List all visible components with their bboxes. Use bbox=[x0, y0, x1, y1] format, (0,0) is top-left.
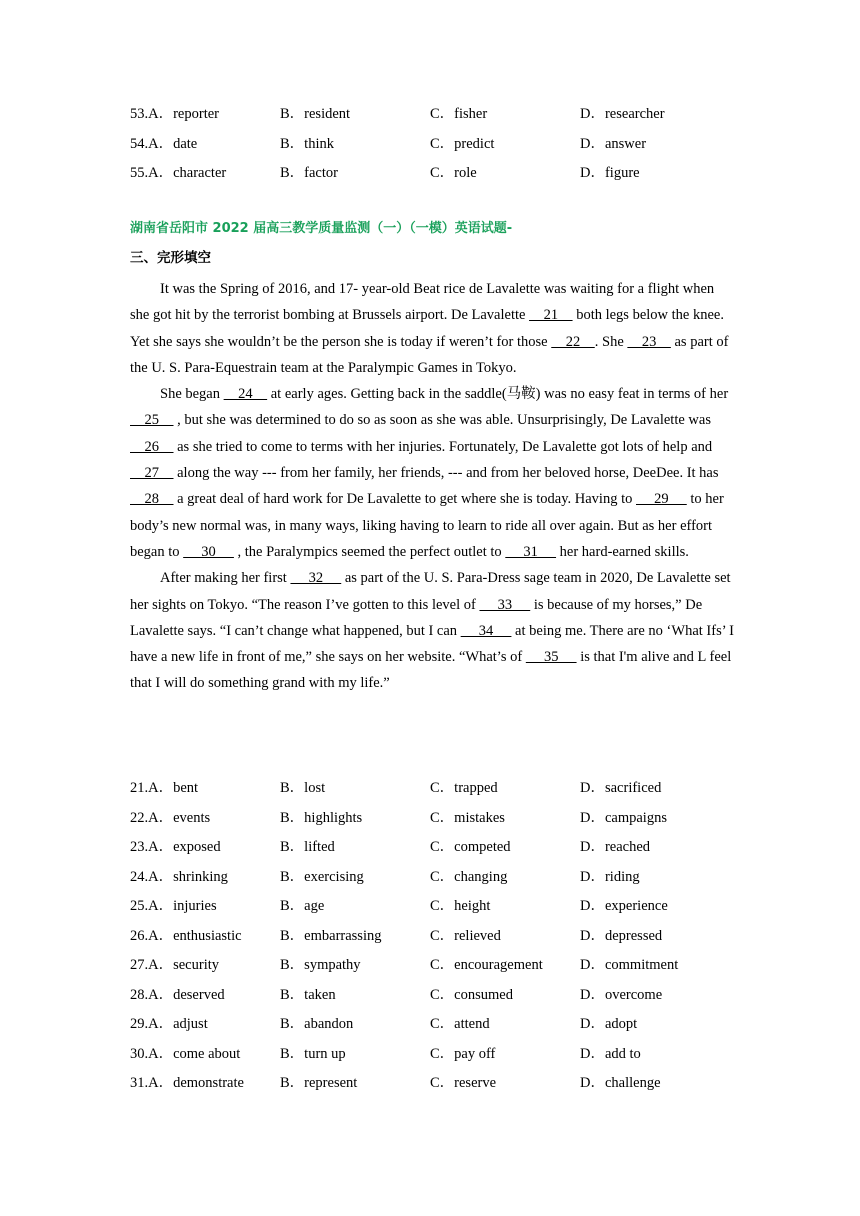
blank-26: 26 bbox=[130, 438, 174, 455]
option-b: B．highlights bbox=[280, 810, 363, 826]
option-b: B．lost bbox=[280, 780, 326, 796]
blank-24: 24 bbox=[223, 386, 268, 403]
option-a: 26.A．enthusiastic bbox=[130, 928, 242, 944]
option-d: D．researcher bbox=[580, 106, 665, 122]
passage-paragraph-3: After making her first 32 as part of the U. S. Para-Dress sage team in 2020, De Lavalette set her sights on Tokyo. “The reason I’ve gotten to this level of 33 is because of my horses,” De Lavalette says. “I can’t change what happened, but I can 34 at being me. There are no ‘What Ifs’ I have a new life in front of me,” she says on her website. “What’s of 35 is that I'm alive and L feel that I will do something grand with my life.” bbox=[130, 570, 734, 692]
option-a: 31.A．demonstrate bbox=[130, 1075, 244, 1091]
option-c: C．trapped bbox=[430, 780, 498, 796]
option-a: 53.A．reporter bbox=[130, 106, 219, 122]
option-b: B．abandon bbox=[280, 1016, 354, 1032]
blank-31: 31 bbox=[505, 543, 557, 560]
option-a: 28.A．deserved bbox=[130, 987, 225, 1003]
option-d: D．reached bbox=[580, 839, 651, 855]
blank-28: 28 bbox=[130, 491, 174, 508]
passage-paragraph-1: It was the Spring of 2016, and 17- year-old Beat rice de Lavalette was waiting for a flight when she got hit by the terrorist bombing at Brussels airport. De Lavalette 21 both legs below the knee. Yet she says she wouldn’t be the person she is today if weren’t for those 22 . She 23 as part of the U. S. Para-Equestrain team at the Paralympic Games in Tokyo. bbox=[130, 281, 729, 376]
option-b: B．embarrassing bbox=[280, 928, 382, 944]
blank-25: 25 bbox=[130, 412, 174, 429]
blank-23: 23 bbox=[627, 333, 671, 350]
blank-21: 21 bbox=[529, 307, 573, 324]
option-d: D．answer bbox=[580, 136, 647, 152]
passage-paragraph-2: She began 24 at early ages. Getting back in the saddle(马鞍) was no easy feat in terms of her 25 , but she was determined to do so as soon as she was able. Unsurprisingly, De Lavalette was 26 as she tried to come to terms with her injuries. Fortunately, De Lavalette got lots of help and 27 along the way --- from her family, her friends, --- and from her beloved horse, DeeDee. It has 28 a great deal of hard work for De Lavalette to get where she is today. Having to 29 to her body’s new normal was, in many ways, liking having to learn to ride all over again. But as her effort began to 30 , the Paralympics seemed the perfect outlet to 31 her hard-earned skills. bbox=[130, 386, 729, 560]
option-a: 25.A．injuries bbox=[130, 898, 217, 914]
blank-29: 29 bbox=[636, 491, 687, 508]
option-b: B．exercising bbox=[280, 869, 364, 885]
option-a: 23.A．exposed bbox=[130, 839, 221, 855]
option-c: C．mistakes bbox=[430, 810, 505, 826]
option-d: D．commitment bbox=[580, 957, 679, 973]
option-b: B．resident bbox=[280, 106, 351, 122]
option-c: C．competed bbox=[430, 839, 511, 855]
option-c: C．changing bbox=[430, 869, 508, 885]
blank-30: 30 bbox=[183, 543, 234, 560]
option-c: C．consumed bbox=[430, 987, 513, 1003]
option-d: D．add to bbox=[580, 1046, 641, 1062]
blank-33: 33 bbox=[479, 596, 531, 613]
option-c: C．encouragement bbox=[430, 957, 543, 973]
blank-22: 22 bbox=[551, 333, 595, 350]
option-d: D．overcome bbox=[580, 987, 663, 1003]
blank-35: 35 bbox=[525, 649, 577, 666]
option-b: B．think bbox=[280, 136, 334, 152]
blank-27: 27 bbox=[130, 465, 174, 482]
option-a: 55.A．character bbox=[130, 165, 227, 181]
option-d: D．riding bbox=[580, 869, 640, 885]
blank-32: 32 bbox=[290, 570, 342, 587]
option-b: B．age bbox=[280, 898, 325, 914]
option-b: B．factor bbox=[280, 165, 338, 181]
option-c: C．attend bbox=[430, 1016, 490, 1032]
option-a: 54.A．date bbox=[130, 136, 198, 152]
option-a: 24.A．shrinking bbox=[130, 869, 228, 885]
option-b: B．taken bbox=[280, 987, 336, 1003]
section-heading: 三、完形填空 bbox=[130, 250, 211, 266]
option-d: D．campaigns bbox=[580, 810, 667, 826]
option-d: D．figure bbox=[580, 165, 640, 181]
option-c: C．pay off bbox=[430, 1046, 496, 1062]
option-a: 22.A．events bbox=[130, 810, 211, 826]
option-b: B．represent bbox=[280, 1075, 358, 1091]
option-a: 21.A．bent bbox=[130, 780, 199, 796]
option-c: C．role bbox=[430, 165, 477, 181]
option-d: D．adopt bbox=[580, 1016, 638, 1032]
option-c: C．reserve bbox=[430, 1075, 497, 1091]
option-b: B．turn up bbox=[280, 1046, 346, 1062]
option-c: C．predict bbox=[430, 136, 495, 152]
option-c: C．fisher bbox=[430, 106, 488, 122]
option-d: D．depressed bbox=[580, 928, 663, 944]
option-d: D．challenge bbox=[580, 1075, 661, 1091]
source-title: 湖南省岳阳市 2022 届高三教学质量监测（一）（一模）英语试题- bbox=[130, 221, 513, 236]
blank-34: 34 bbox=[460, 622, 512, 639]
option-c: C．relieved bbox=[430, 928, 501, 944]
option-a: 27.A．security bbox=[130, 957, 219, 973]
cloze-passage bbox=[130, 276, 734, 697]
option-a: 30.A．come about bbox=[130, 1046, 241, 1062]
option-b: B．lifted bbox=[280, 839, 335, 855]
option-d: D．experience bbox=[580, 898, 668, 914]
option-a: 29.A．adjust bbox=[130, 1016, 208, 1032]
option-b: B．sympathy bbox=[280, 957, 361, 973]
option-c: C．height bbox=[430, 898, 491, 914]
option-d: D．sacrificed bbox=[580, 780, 662, 796]
